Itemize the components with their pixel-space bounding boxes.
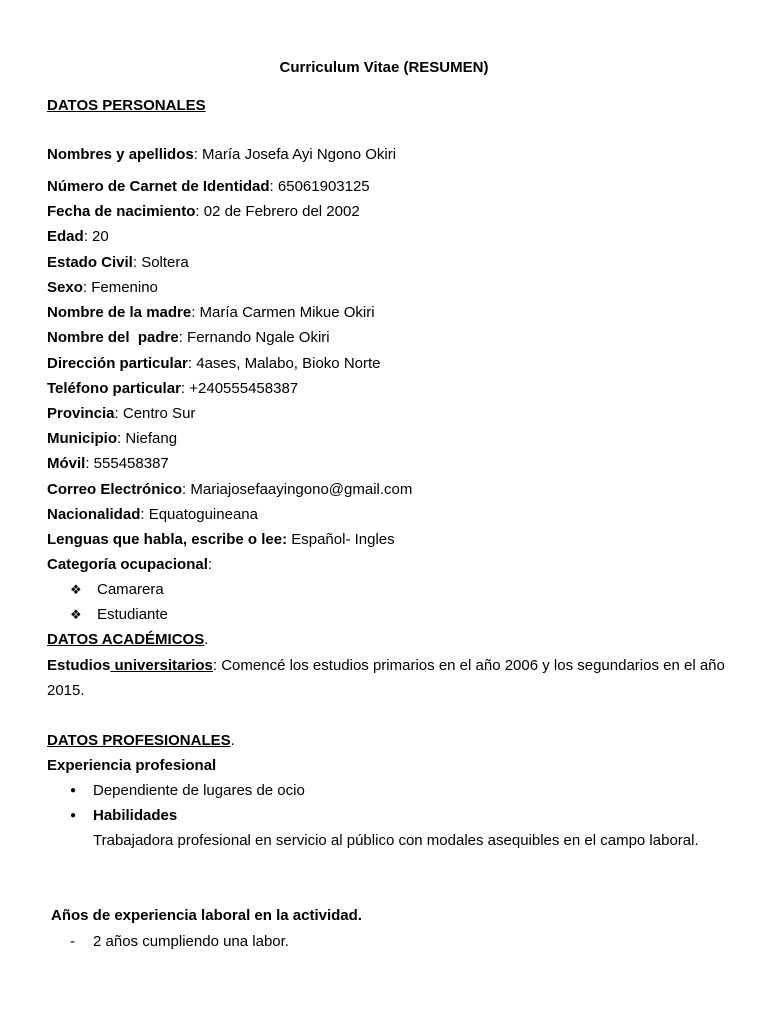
personal-row: [47, 481, 412, 499]
personal-row: [47, 380, 298, 398]
field-label: Categoría ocupacional: [47, 556, 208, 573]
field-value: 555458387: [89, 455, 169, 472]
document-title: Curriculum Vitae (RESUMEN): [279, 59, 489, 76]
field-value: +240555458387: [185, 380, 299, 397]
field-separator: :: [182, 481, 187, 498]
field-label: Municipio: [47, 430, 117, 447]
field-value: 4ases, Malabo, Bioko Norte: [192, 355, 381, 372]
diamond-bullet-icon: ❖: [70, 607, 82, 622]
field-separator: :: [191, 304, 196, 321]
personal-row: [47, 228, 109, 246]
field-value: 02 de Febrero del 2002: [199, 203, 360, 220]
field-value: Fernando Ngale Okiri: [182, 329, 330, 346]
field-value: Femenino: [87, 279, 158, 296]
field-separator: :: [117, 430, 122, 447]
list-item-text: Estudiante: [97, 606, 168, 623]
studies-paragraph: Estudios universitarios: Comencé los estudios primarios en el año 2006 y los segundarios en el año 2015.: [47, 657, 725, 699]
field-value: Soltera: [137, 254, 189, 271]
field-label: Correo Electrónico: [47, 481, 183, 498]
field-value: Español- Ingles: [287, 531, 395, 548]
list-item-text: 2 años cumpliendo una labor.: [93, 933, 289, 950]
field-separator: :: [269, 178, 274, 195]
years-heading: Años de experiencia laboral en la actividad.: [51, 907, 362, 924]
field-separator: :: [193, 146, 198, 163]
field-separator: :: [114, 405, 119, 422]
field-label: Número de Carnet de Identidad: [47, 178, 270, 195]
section-heading-academic: DATOS ACADÉMICOS.: [47, 631, 209, 648]
field-separator: :: [82, 279, 88, 296]
field-label: Lenguas que habla, escribe o lee:: [47, 531, 288, 548]
personal-row: [47, 355, 381, 373]
field-value: 65061903125: [273, 178, 370, 195]
field-separator: :: [83, 228, 88, 245]
field-value: María Josefa Ayi Ngono Okiri: [197, 146, 397, 163]
field-separator: :: [178, 329, 183, 346]
field-label: Teléfono particular: [47, 380, 181, 397]
dot-bullet-icon: ●: [70, 785, 77, 796]
diamond-bullet-icon: ❖: [70, 582, 82, 597]
field-label: Nombre de la madre: [47, 304, 192, 321]
personal-row: [47, 531, 395, 549]
personal-row: [47, 178, 370, 196]
field-label: Sexo: [47, 279, 83, 296]
field-separator: :: [132, 254, 138, 271]
field-label: Móvil: [47, 455, 86, 472]
field-value: Mariajosefaayingono@gmail.com: [186, 481, 413, 498]
field-label: Nacionalidad: [47, 506, 141, 523]
personal-row: [47, 506, 258, 524]
field-value: 20: [87, 228, 109, 245]
field-label: Provincia: [47, 405, 115, 422]
personal-row: [47, 455, 169, 473]
personal-row: [47, 279, 158, 297]
skills-text: Trabajadora profesional en servicio al público con modales asequibles en el campo laboral.: [93, 832, 699, 849]
field-separator: :: [180, 380, 186, 397]
personal-row: [47, 203, 360, 221]
field-value: Niefang: [121, 430, 178, 447]
field-value: María Carmen Mikue Okiri: [195, 304, 375, 321]
field-label: Nombres y apellidos: [47, 146, 194, 163]
occupational-row: [47, 556, 212, 574]
personal-row: [47, 254, 189, 272]
field-value: Equatoguineana: [144, 506, 258, 523]
personal-row: [47, 329, 330, 347]
experience-heading: Experiencia profesional: [47, 757, 217, 774]
field-label: Dirección particular: [47, 355, 188, 372]
skills-heading: Habilidades: [93, 807, 178, 824]
field-label: Estado Civil: [47, 254, 133, 271]
dot-bullet-icon: ●: [70, 810, 77, 821]
section-heading-personal: DATOS PERSONALES: [47, 97, 206, 114]
list-item-text: Camarera: [97, 581, 164, 598]
dash-bullet-icon: -: [70, 933, 75, 950]
field-label: Nombre del padre: [47, 329, 179, 346]
field-separator: :: [85, 455, 90, 472]
personal-row: [47, 304, 375, 322]
field-label: Fecha de nacimiento: [47, 203, 196, 220]
field-separator: :: [207, 556, 213, 573]
field-value: Centro Sur: [118, 405, 196, 422]
personal-row: [47, 405, 195, 423]
personal-row: [47, 146, 396, 164]
field-separator: :: [195, 203, 200, 220]
field-separator: :: [140, 506, 145, 523]
list-item-text: Dependiente de lugares de ocio: [93, 782, 305, 799]
field-label: Edad: [47, 228, 84, 245]
section-heading-professional: DATOS PROFESIONALES.: [47, 732, 235, 749]
personal-row: [47, 430, 177, 448]
field-separator: :: [187, 355, 193, 372]
